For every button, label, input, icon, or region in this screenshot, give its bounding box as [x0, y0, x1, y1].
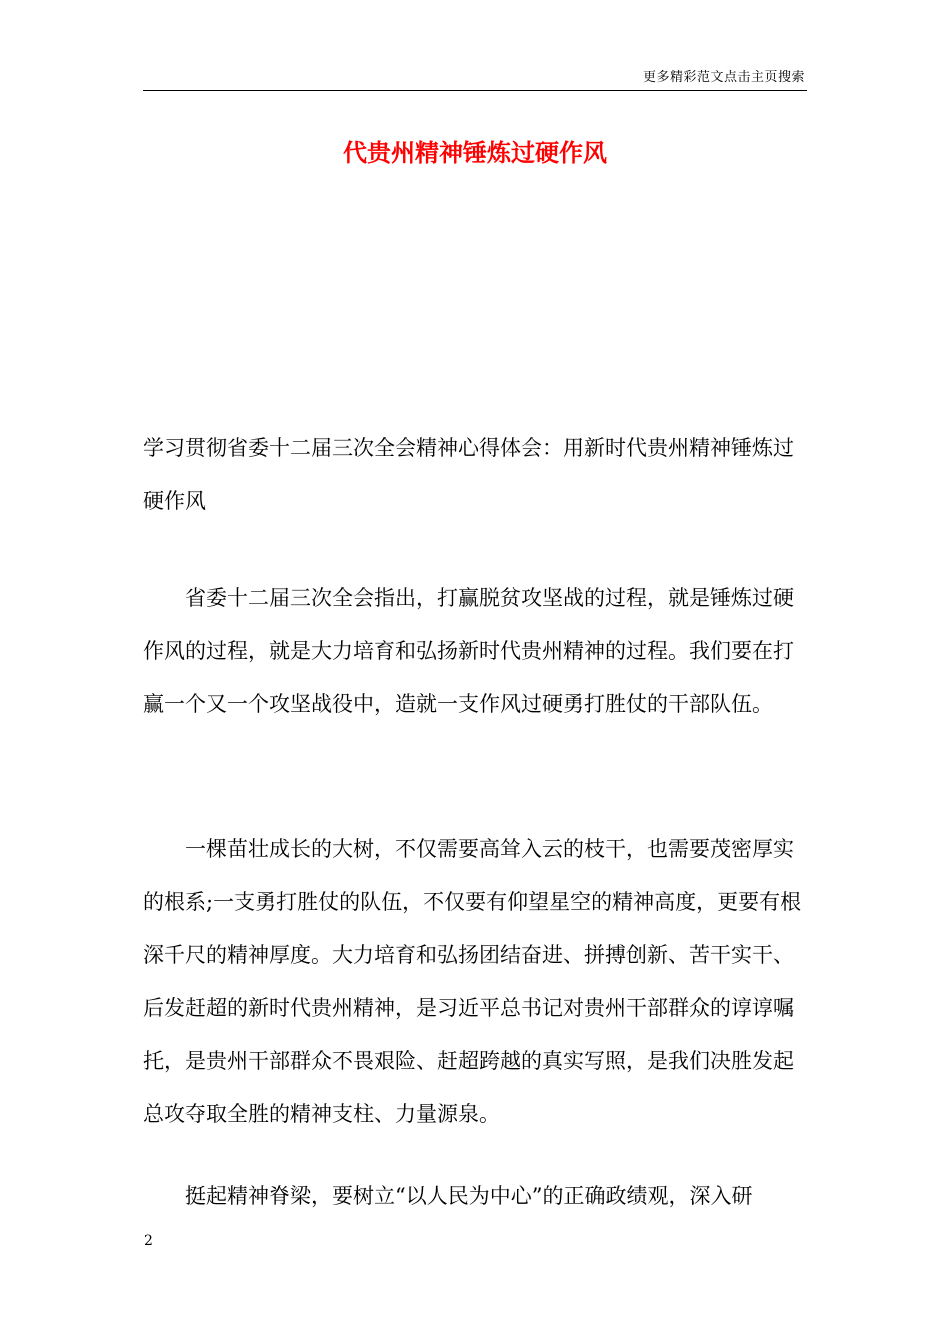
paragraph: 挺起精神脊梁，要树立“以人民为中心”的正确政绩观，深入研	[143, 1184, 753, 1208]
paragraph: 一棵苗壮成长的大树，不仅需要高耸入云的枝干，也需要茂密厚实的根系;一支勇打胜仗的队伍，不仅要有仰望星空的精神高度，更要有根深千尺的精神厚度。大力培育和弘扬团结奋进、拼搏创新、苦干实干、后发赶超的新时代贵州精神，是习近平总书记对贵州干部群众的谆谆嘱托，是贵州干部群众不畏艰险、赶超跨越的真实写照，是我们决胜发起总攻夺取全胜的精神支柱、力量源泉。	[143, 837, 802, 1126]
page-header-note: 更多精彩范文点击主页搜索	[642, 70, 805, 85]
paragraph: 省委十二届三次全会指出，打赢脱贫攻坚战的过程，就是锤炼过硬作风的过程，就是大力培育和弘扬新时代贵州精神的过程。我们要在打赢一个又一个攻坚战役中，造就一支作风过硬勇打胜仗的干部队伍。	[143, 586, 794, 716]
document-title: 代贵州精神锤炼过硬作风	[343, 138, 607, 167]
document-subtitle: 学习贯彻省委十二届三次全会精神心得体会：用新时代贵州精神锤炼过硬作风	[143, 436, 794, 513]
header-divider	[143, 90, 807, 91]
page-number: 2	[144, 1233, 153, 1249]
